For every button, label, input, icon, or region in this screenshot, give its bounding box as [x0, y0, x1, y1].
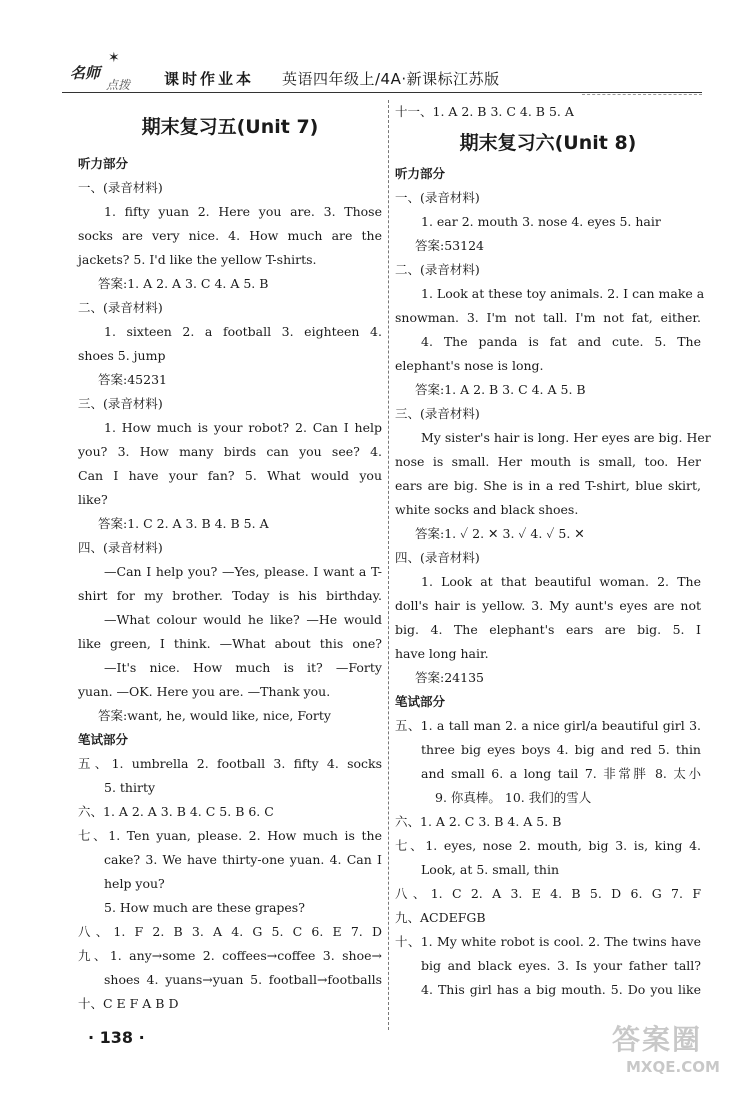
star-icon: ✶: [108, 50, 120, 66]
q4-line: have long hair.: [395, 646, 489, 661]
q7-line: 5. How much are these grapes?: [104, 900, 305, 915]
section-title-unit8: 期末复习六(Unit 8): [459, 132, 637, 154]
q5-line: three big eyes boys 4. big and red 5. thin: [421, 742, 701, 757]
listening-label: 听力部分: [78, 156, 129, 171]
q1-answer: 答案:1. A 2. A 3. C 4. A 5. B: [98, 276, 269, 291]
q1-line: 1. ear 2. mouth 3. nose 4. eyes 5. hair: [421, 214, 661, 229]
q2-line: shoes 5. jump: [78, 348, 166, 363]
q7-line: cake? 3. We have thirty-one yuan. 4. Can I: [104, 852, 382, 867]
q4-line: —Can I help you? —Yes, please. I want a T-: [104, 564, 382, 579]
q4-head: 四、(录音材料): [78, 540, 163, 555]
q1-line: jackets? 5. I'd like the yellow T-shirts.: [78, 252, 317, 267]
q3-line: you? 3. How many birds can you see? 4.: [78, 444, 382, 459]
q7-line: help you?: [104, 876, 165, 891]
q7-line: 七、1. Ten yuan, please. 2. How much is the: [78, 828, 382, 843]
section-title-unit7: 期末复习五(Unit 7): [141, 116, 319, 138]
q2-answer: 答案:45231: [98, 372, 167, 387]
q3-line: 1. How much is your robot? 2. Can I help: [104, 420, 382, 435]
q3-head: 三、(录音材料): [395, 406, 480, 421]
q2-head: 二、(录音材料): [78, 300, 163, 315]
q1-head: 一、(录音材料): [395, 190, 480, 205]
q3-answer: 答案:1. ✓ 2. ✕ 3. ✓ 4. ✓ 5. ✕: [415, 526, 585, 541]
q8-answers: 八、1. C 2. A 3. E 4. B 5. D 6. G 7. F: [395, 886, 701, 901]
header-rule: [62, 92, 702, 93]
q11-answers: 十一、1. A 2. B 3. C 4. B 5. A: [395, 104, 574, 119]
q4-line: yuan. —OK. Here you are. —Thank you.: [78, 684, 331, 699]
listening-label: 听力部分: [395, 166, 446, 181]
q3-line: white socks and black shoes.: [395, 502, 579, 517]
q7-line: 七、1. eyes, nose 2. mouth, big 3. is, king 4.: [395, 838, 701, 853]
written-label: 笔试部分: [78, 732, 129, 747]
q9-answers: 九、ACDEFGB: [395, 910, 486, 925]
q5-line: 5. thirty: [104, 780, 156, 795]
q4-line: doll's hair is yellow. 3. My aunt's eyes are not: [395, 598, 701, 613]
q2-line: 1. sixteen 2. a football 3. eighteen 4.: [104, 324, 382, 339]
q1-line: 1. fifty yuan 2. Here you are. 3. Those: [104, 204, 382, 219]
watermark-text: 答案圈: [612, 1023, 703, 1056]
book-subtitle: 英语四年级上/4A·新课标江苏版: [282, 70, 500, 88]
right-column: [395, 100, 711, 1002]
q10-answers: 十、C E F A B D: [78, 996, 179, 1011]
q10-line: 十、1. My white robot is cool. 2. The twins have: [395, 934, 701, 949]
column-divider: [388, 100, 389, 1030]
q4-line: shirt for my brother. Today is his birthday.: [78, 588, 382, 603]
q1-answer: 答案:53124: [415, 238, 484, 253]
q3-answer: 答案:1. C 2. A 3. B 4. B 5. A: [98, 516, 269, 531]
q5-line: 9. 你真棒。 10. 我们的雪人: [435, 790, 592, 805]
header-dash-rule: [582, 94, 702, 95]
q2-line: 1. Look at these toy animals. 2. I can make a: [421, 286, 705, 301]
q7-line: Look, at 5. small, thin: [421, 862, 560, 877]
q3-line: ears are big. She is in a red T-shirt, blue skirt,: [395, 478, 701, 493]
q10-line: big and black eyes. 3. Is your father tall?: [421, 958, 701, 973]
left-column: [78, 100, 382, 1016]
logo-sub-text: 点拨: [106, 78, 131, 92]
q2-line: elephant's nose is long.: [395, 358, 544, 373]
q8-answers: 八、1. F 2. B 3. A 4. G 5. C 6. E 7. D: [78, 924, 382, 939]
q2-head: 二、(录音材料): [395, 262, 480, 277]
q1-line: socks are very nice. 4. How much are the: [78, 228, 382, 243]
watermark-logo: [612, 1018, 732, 1088]
q1-head: 一、(录音材料): [78, 180, 163, 195]
q4-answer: 答案:want, he, would like, nice, Forty: [98, 708, 331, 723]
q9-line: shoes 4. yuans→yuan 5. football→footballs: [104, 972, 382, 987]
q3-head: 三、(录音材料): [78, 396, 163, 411]
q9-line: 九、1. any→some 2. coffees→coffee 3. shoe→: [78, 948, 382, 963]
page-number: · 138 ·: [88, 1028, 145, 1047]
q10-line: 4. This girl has a big mouth. 5. Do you like: [421, 982, 701, 997]
q3-line: nose is small. Her mouth is small, too. Her: [395, 454, 701, 469]
q4-line: 1. Look at that beautiful woman. 2. The: [421, 574, 701, 589]
q4-head: 四、(录音材料): [395, 550, 480, 565]
q6-answers: 六、1. A 2. A 3. B 4. C 5. B 6. C: [78, 804, 274, 819]
q3-line: like?: [78, 492, 108, 507]
book-title: 课时作业本: [164, 70, 255, 88]
q4-line: —What colour would he like? —He would: [104, 612, 382, 627]
q4-line: —It's nice. How much is it? —Forty: [104, 660, 382, 675]
q2-answer: 答案:1. A 2. B 3. C 4. A 5. B: [415, 382, 586, 397]
q4-line: big. 4. The elephant's ears are big. 5. I: [395, 622, 701, 637]
watermark-url: MXQE.COM: [626, 1058, 720, 1076]
q4-line: like green, I think. —What about this one?: [78, 636, 382, 651]
q3-line: My sister's hair is long. Her eyes are big. Her: [421, 430, 711, 445]
q2-line: 4. The panda is fat and cute. 5. The: [421, 334, 701, 349]
logo-main-text: 名师: [70, 64, 101, 82]
q4-answer: 答案:24135: [415, 670, 484, 685]
q5-line: and small 6. a long tail 7. 非常胖 8. 太小: [421, 766, 701, 781]
written-label: 笔试部分: [395, 694, 446, 709]
page-header: [62, 50, 702, 98]
q2-line: snowman. 3. I'm not tall. I'm not fat, either.: [395, 310, 701, 325]
q5-line: 五、1. a tall man 2. a nice girl/a beautiful girl 3.: [395, 718, 701, 733]
q6-answers: 六、1. A 2. C 3. B 4. A 5. B: [395, 814, 562, 829]
q3-line: Can I have your fan? 5. What would you: [78, 468, 382, 483]
q5-line: 五、1. umbrella 2. football 3. fifty 4. socks: [78, 756, 382, 771]
